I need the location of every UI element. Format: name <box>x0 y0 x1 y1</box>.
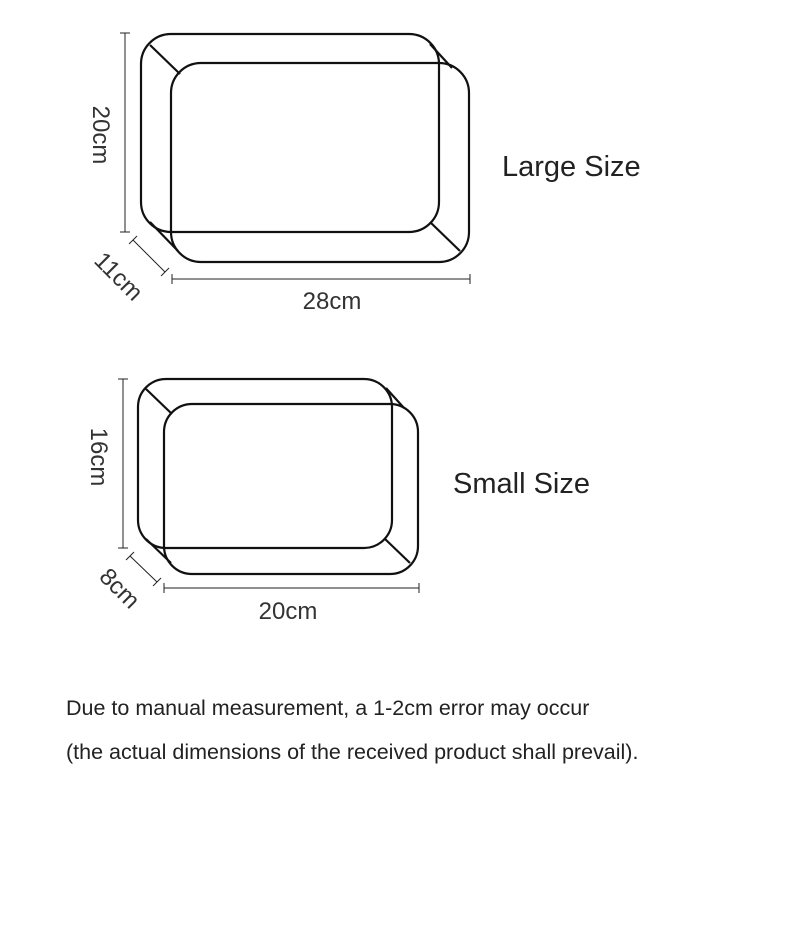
small-depth-label: 8cm <box>93 563 145 615</box>
small-size-label: Small Size <box>453 468 590 500</box>
large-depth-line <box>133 240 165 272</box>
small-height-dimension <box>118 379 128 548</box>
large-edge-top-right <box>430 44 452 68</box>
small-edge-bottom-left <box>146 539 171 563</box>
measurement-note-line-1: Due to manual measurement, a 1-2cm error may occur <box>66 696 590 720</box>
large-height-label: 20cm <box>87 105 114 165</box>
large-width-dimension <box>172 274 470 284</box>
small-edge-top-left <box>146 389 172 414</box>
small-organizer-drawing <box>138 379 418 574</box>
measurement-note-line-2: (the actual dimensions of the received product shall prevail). <box>66 740 639 764</box>
large-width-label: 28cm <box>302 288 362 315</box>
small-depth-line <box>130 556 157 582</box>
large-edge-bottom-right <box>430 222 460 251</box>
large-depth-label: 11cm <box>88 247 148 307</box>
small-width-dimension <box>164 583 419 593</box>
large-edge-top-left <box>150 45 180 74</box>
large-edge-bottom-left <box>150 222 178 251</box>
large-depth-dimension <box>129 236 169 276</box>
large-size-label: Large Size <box>502 151 641 183</box>
small-edge-bottom-right <box>385 539 410 563</box>
small-height-label: 16cm <box>85 427 112 487</box>
large-organizer-drawing <box>141 34 469 262</box>
large-height-dimension <box>120 33 130 232</box>
small-width-label: 20cm <box>258 598 318 625</box>
